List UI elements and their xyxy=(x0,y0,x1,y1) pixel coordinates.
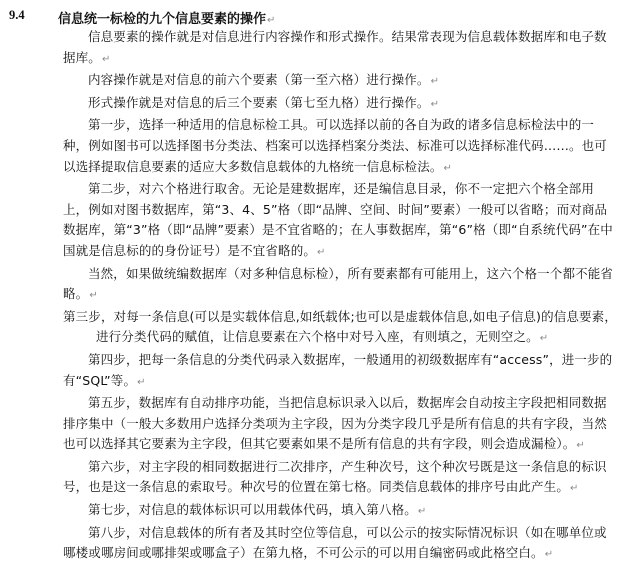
paragraph-text: 第六步，对主字段的相同数据进行二次排序，产生种次号，这个种次号既是这一条信息的标识号，也是这一条信息的索取号。种次号的位置在第七格。同类信息载体的排序号由此产生。 xyxy=(63,458,607,495)
paragraph-form-operation xyxy=(63,93,619,116)
paragraph-step-2 xyxy=(63,179,619,263)
paragraph-text: 内容操作就是对信息的前六个要素（第一至六格）进行操作。 xyxy=(88,72,430,88)
paragraph-step-8 xyxy=(63,523,619,566)
section-title xyxy=(58,8,275,27)
paragraph-intro xyxy=(63,27,619,70)
paragraph-step-2-note xyxy=(63,264,619,307)
paragraph-mark: ↵ xyxy=(443,162,453,174)
paragraph-mark: ↵ xyxy=(317,246,326,258)
paragraph-text: 第八步，对信息载体的所有者及其时空位等信息，可以公示的按实际情况标识（如在哪单位或哪楼或哪房间或哪排架或哪盒子）在第九格，不可公示的可以用自编密码或此格空白。 xyxy=(63,524,607,561)
paragraph-mark: ↵ xyxy=(267,15,276,26)
paragraph-content-operation xyxy=(63,70,619,93)
paragraph-text: 第五步，数据库有自动排序功能，当把信息标识录入以后，数据库会自动按主字段把相同数据排序集中（一般大多数用户选择分类项为主字段，因为分类字段几乎是所有信息的共有字段，当然也可以选择其它要素为主字段，但其它要素如果不是所有信息的共有字段，则会造成漏检）。 xyxy=(63,395,607,452)
paragraph-mark: ↵ xyxy=(544,549,554,561)
paragraph-mark: ↵ xyxy=(539,333,549,345)
paragraph-step-1 xyxy=(63,115,619,179)
paragraph-text: 第四步，把每一条信息的分类代码录入数据库，一般通用的初级数据库有“access”，进一步的有“SQL”等。 xyxy=(63,351,613,388)
paragraph-text: 第二步，对六个格进行取舍。无论是建数据库，还是编信息目录，你不一定把六个格全部用上，例如对图书数据库，第“3、4、5”格（即“品牌、空间、时间”要素）一般可以省略；而对商品数据库，第“3”格（即“品牌”要素）是不宜省略的；在人事数据库，第“6”格（即“自系统代码”在中国就是信息标的的身份证号）是不宜省略的。 xyxy=(63,181,613,258)
paragraph-step-4 xyxy=(63,350,619,393)
paragraph-text: 第一步，选择一种适用的信息标检工具。可以选择以前的各自为政的诸多信息标检法中的一种，例如图书可以选择图书分类法、档案可以选择档案分类法、标准可以选择标准代码……。也可以选择提取信息要素的适应大多数信息载体的九格统一信息标检法。 xyxy=(63,117,607,174)
paragraph-mark: ↵ xyxy=(570,483,579,495)
paragraph-step-5 xyxy=(63,393,619,457)
paragraph-mark: ↵ xyxy=(576,440,585,452)
paragraph-step-3 xyxy=(63,307,619,350)
section-number: 9.4 xyxy=(9,8,25,22)
paragraph-mark: ↵ xyxy=(89,290,98,302)
paragraph-mark: ↵ xyxy=(101,53,111,65)
document-body xyxy=(63,27,619,566)
paragraph-mark: ↵ xyxy=(417,506,427,518)
paragraph-text: 第三步，对每一条信息(可以是实载体信息,如纸载体;也可以是虚载体信息,如电子信息)的信息要素，进行分类代码的赋值，让信息要素在六个格中对号入座，有则填之，无则空之。 xyxy=(63,308,617,345)
section-heading xyxy=(0,8,636,26)
paragraph-step-7 xyxy=(63,500,619,523)
paragraph-mark: ↵ xyxy=(430,76,440,88)
paragraph-text: 当然，如果做统编数据库（对多种信息标检），所有要素都有可能用上，这六个格一个都不能省略。 xyxy=(63,265,614,302)
paragraph-step-6 xyxy=(63,457,619,500)
paragraph-text: 形式操作就是对信息的后三个要素（第七至九格）进行操作。 xyxy=(88,94,430,110)
paragraph-text: 第七步，对信息的载体标识可以用载体代码，填入第八格。 xyxy=(88,502,417,518)
paragraph-mark: ↵ xyxy=(137,376,146,388)
paragraph-text: 信息要素的操作就是对信息进行内容操作和形式操作。结果常表现为信息载体数据库和电子数据库。 xyxy=(63,29,607,65)
paragraph-mark: ↵ xyxy=(430,98,440,110)
section-title-text: 信息统一标检的九个信息要素的操作 xyxy=(58,12,267,27)
